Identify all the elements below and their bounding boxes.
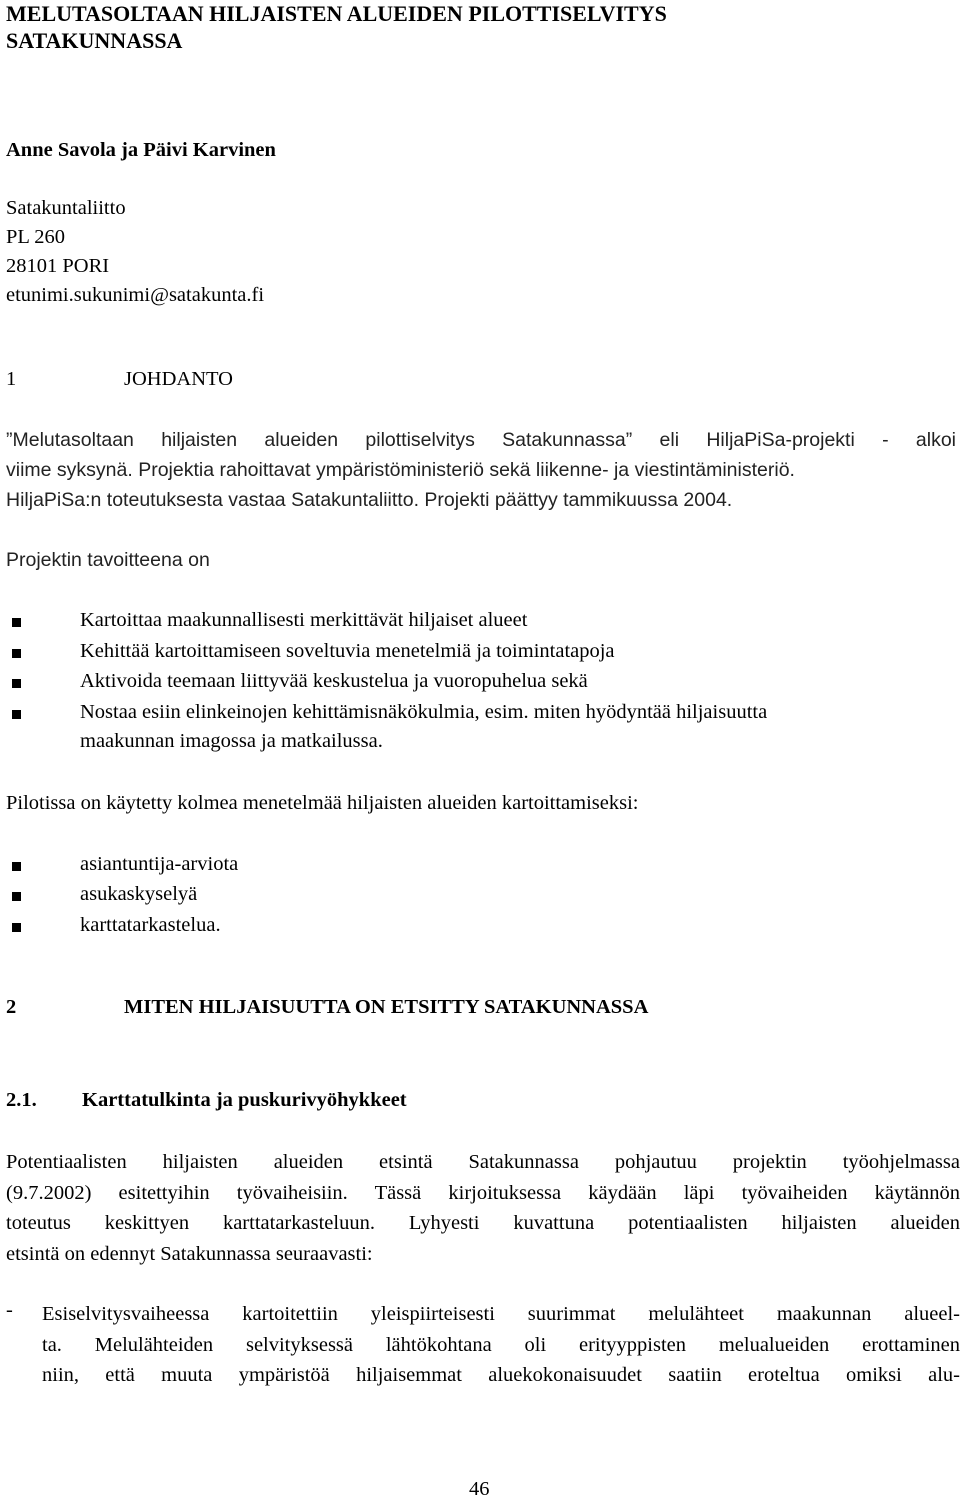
methods-intro: Pilotissa on käytetty kolmea menetelmää hiljaisten alueiden kartoittamiseksi: <box>6 792 639 814</box>
section-1-heading: JOHDANTO <box>124 368 233 390</box>
section-2-1-heading: Karttatulkinta ja puskurivyöhykkeet <box>82 1089 407 1111</box>
dash-item-line: ta. Melulähteiden selvityksessä lähtökohtana oli erityyppisten melualueiden erottaminen <box>42 1333 960 1356</box>
goals-intro: Projektin tavoitteena on <box>6 549 210 571</box>
authors: Anne Savola ja Päivi Karvinen <box>6 139 276 161</box>
bullet-square-icon <box>12 649 21 658</box>
dash-item-line: Esiselvitysvaiheessa kartoitettiin yleispiirteisesti suurimmat melulähteet maakunnan alueel- <box>42 1303 960 1325</box>
page-number: 46 <box>469 1478 490 1500</box>
bullet-square-icon <box>12 710 21 719</box>
section-2-1-paragraph <box>6 1147 960 1269</box>
bullet-square-icon <box>12 892 21 901</box>
paragraph-line: toteutus keskittyen karttatarkasteluun. Lyhyesti kuvattuna potentiaalisten hiljaisten alueiden <box>6 1212 960 1234</box>
method-item: asiantuntija-arviota <box>80 853 239 875</box>
goal-item: Aktivoida teemaan liittyvää keskustelua ja vuoropuhelua sekä <box>80 670 588 692</box>
title-line-1: MELUTASOLTAAN HILJAISTEN ALUEIDEN PILOTTISELVITYS <box>6 1 667 26</box>
address-block <box>6 194 264 310</box>
goal-item: Kehittää kartoittamiseen soveltuvia menetelmiä ja toimintatapoja <box>80 640 615 662</box>
intro-paragraph <box>6 425 956 515</box>
document-title <box>6 0 906 54</box>
intro-line-1: ”Melutasoltaan hiljaisten alueiden pilottiselvitys Satakunnassa” eli HiljaPiSa-projekti - alkoi <box>6 429 956 451</box>
bullet-square-icon <box>12 679 21 688</box>
dash-item-line: niin, että muuta ympäristöä hiljaisemmat aluekokonaisuudet saatiin eroteltua omiksi alu- <box>42 1364 960 1386</box>
address-city: 28101 PORI <box>6 255 110 277</box>
method-item: asukaskyselyä <box>80 883 198 905</box>
dash-item <box>42 1299 960 1391</box>
section-2-number: 2 <box>6 996 17 1018</box>
goal-item: Nostaa esiin elinkeinojen kehittämisnäkökulmia, esim. miten hyödyntää hiljaisuutta <box>80 701 768 723</box>
bullet-square-icon <box>12 862 21 871</box>
address-email: etunimi.sukunimi@satakunta.fi <box>6 284 265 306</box>
method-item: karttatarkastelua. <box>80 914 221 936</box>
title-line-2: SATAKUNNASSA <box>6 28 183 53</box>
goal-item-continued: maakunnan imagossa ja matkailussa. <box>80 730 383 752</box>
intro-line-2: viime syksynä. Projektia rahoittavat ympäristöministeriö sekä liikenne- ja viestintäministeriö. <box>6 459 795 481</box>
goal-item: Kartoittaa maakunnallisesti merkittävät hiljaiset alueet <box>80 609 528 631</box>
address-box: PL 260 <box>6 226 66 248</box>
section-2-heading: MITEN HILJAISUUTTA ON ETSITTY SATAKUNNASSA <box>124 996 649 1018</box>
paragraph-line: etsintä on edennyt Satakunnassa seuraavasti: <box>6 1242 373 1265</box>
bullet-square-icon <box>12 618 21 627</box>
section-1-number: 1 <box>6 368 17 390</box>
paragraph-line: Potentiaalisten hiljaisten alueiden etsintä Satakunnassa pohjautuu projektin työohjelmassa <box>6 1151 960 1173</box>
bullet-square-icon <box>12 923 21 932</box>
intro-line-3: HiljaPiSa:n toteutuksesta vastaa Satakuntaliitto. Projekti päättyy tammikuussa 2004. <box>6 489 733 511</box>
section-2-1-number: 2.1. <box>6 1089 37 1111</box>
dash-bullet: - <box>6 1299 13 1321</box>
address-org: Satakuntaliitto <box>6 197 126 219</box>
paragraph-line: (9.7.2002) esitettyihin työvaiheisiin. Tässä kirjoituksessa käydään läpi työvaiheiden käytännön <box>6 1181 960 1204</box>
